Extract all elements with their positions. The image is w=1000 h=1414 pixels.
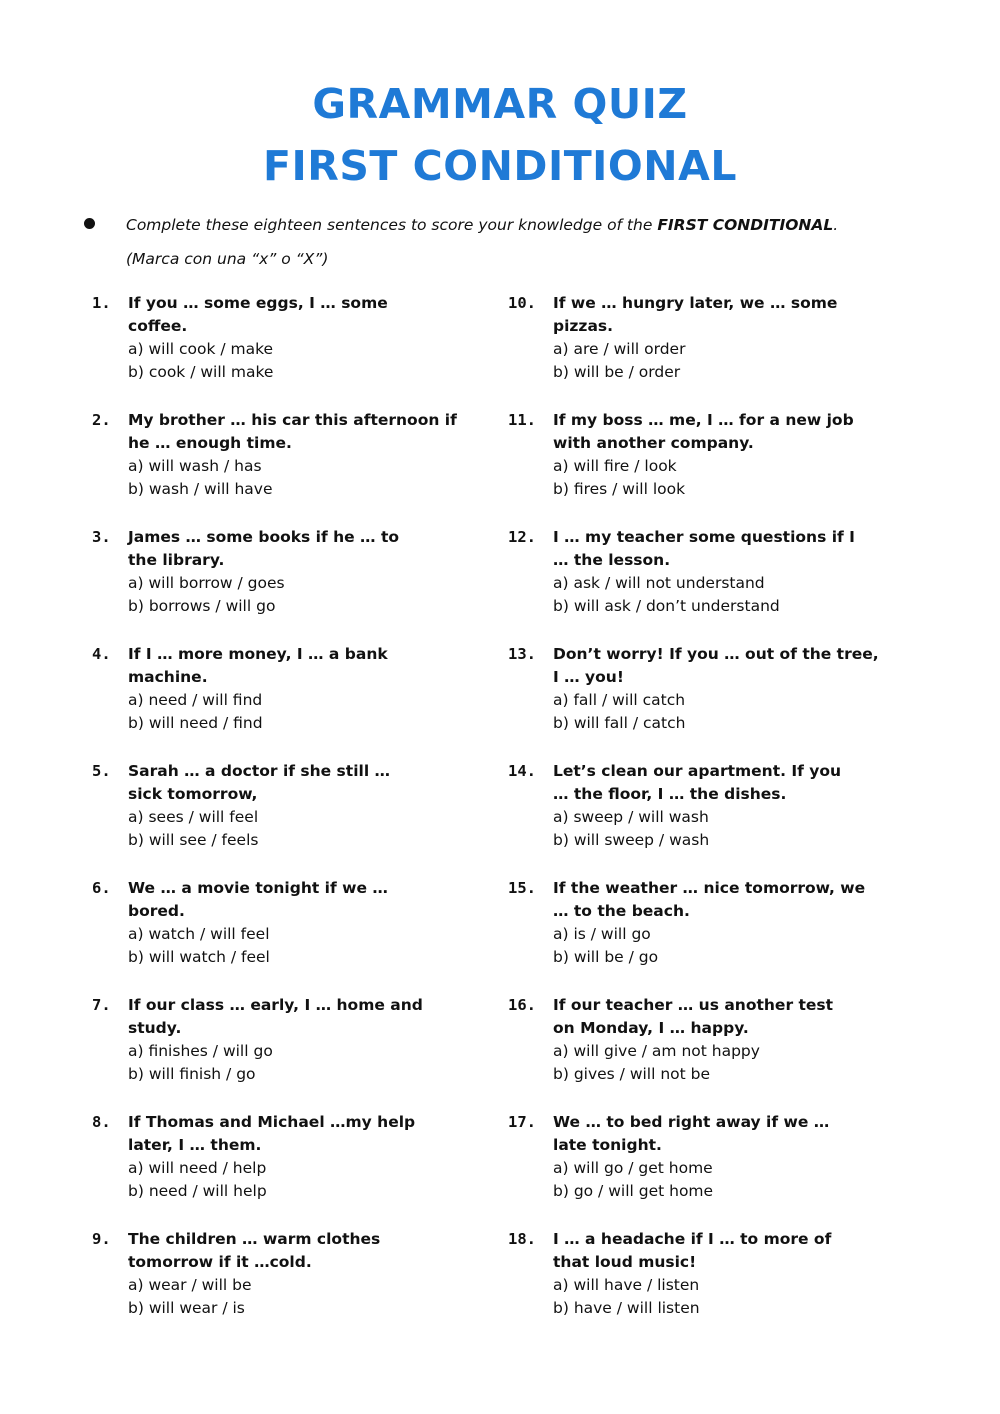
question-number: 12. [508,528,536,546]
question-item [92,994,512,1111]
question-body [553,877,928,968]
option-b[interactable]: b) go / will get home [553,1181,714,1200]
question-text: I … my teacher some questions if I … the lesson. [553,528,855,569]
instructions-note: (Marca con una “x” o “X”) [126,250,329,268]
question-text: If you … some eggs, I … some coffee. [128,294,388,335]
option-b[interactable]: b) will need / find [128,713,263,732]
question-body [553,526,928,617]
question-text: If our teacher … us another test on Monday, I … happy. [553,996,834,1037]
question-body [128,643,503,734]
question-text: We … a movie tonight if we … bored. [128,879,388,920]
option-b[interactable]: b) have / will listen [553,1298,700,1317]
question-body [128,292,503,383]
question-body [553,409,928,500]
title-line-1: GRAMMAR QUIZ [312,80,688,128]
question-number: 9. [92,1230,111,1248]
question-body [553,292,928,383]
bullet-icon [84,218,95,229]
question-body [553,760,928,851]
option-b[interactable]: b) will wear / is [128,1298,245,1317]
question-body [128,994,503,1085]
question-item [508,760,928,877]
question-item [508,877,928,994]
option-a[interactable]: a) will wash / has [128,457,262,475]
question-text: If I … more money, I … a bank machine. [128,645,388,686]
question-item [508,1111,928,1228]
question-item [92,526,512,643]
option-a[interactable]: a) need / will find [128,691,263,709]
question-body [553,1111,928,1202]
option-a[interactable]: a) watch / will feel [128,925,270,943]
option-a[interactable]: a) wear / will be [128,1276,252,1294]
option-a[interactable]: a) will cook / make [128,340,274,358]
question-item [92,292,512,409]
option-b[interactable]: b) will see / feels [128,830,259,849]
question-text: The children … warm clothes tomorrow if it …cold. [128,1230,381,1271]
question-number: 15. [508,879,536,897]
question-text: Don’t worry! If you … out of the tree, I … you! [553,645,879,686]
questions-right-column [508,292,928,1345]
option-b[interactable]: b) will be / go [553,947,659,966]
option-b[interactable]: b) borrows / will go [128,596,276,615]
option-b[interactable]: b) will finish / go [128,1064,256,1083]
option-a[interactable]: a) fall / will catch [553,691,686,709]
questions-left-column [92,292,512,1345]
question-number: 17. [508,1113,536,1131]
question-item [508,1228,928,1345]
question-item [92,1228,512,1345]
question-number: 3. [92,528,111,546]
question-body [553,994,928,1085]
question-text: My brother … his car this afternoon if he … enough time. [128,411,457,452]
option-a[interactable]: a) are / will order [553,340,686,358]
question-body [128,1111,503,1202]
option-a[interactable]: a) will fire / look [553,457,677,475]
question-item [508,292,928,409]
option-b[interactable]: b) gives / will not be [553,1064,711,1083]
option-a[interactable]: a) is / will go [553,925,651,943]
question-body [553,1228,928,1319]
question-item [92,409,512,526]
instructions-post: . [833,216,839,234]
question-number: 14. [508,762,536,780]
title-line-2: FIRST CONDITIONAL [263,142,737,190]
question-item [508,526,928,643]
question-number: 10. [508,294,536,312]
question-body [128,760,503,851]
option-b[interactable]: b) will be / order [553,362,681,381]
option-a[interactable]: a) will need / help [128,1159,267,1177]
question-number: 7. [92,996,111,1014]
option-b[interactable]: b) will fall / catch [553,713,686,732]
question-text: I … a headache if I … to more of that loud music! [553,1230,832,1271]
question-text: If our class … early, I … home and study. [128,996,423,1037]
question-text: If the weather … nice tomorrow, we … to the beach. [553,879,866,920]
question-text: James … some books if he … to the library. [128,528,400,569]
question-text: If my boss … me, I … for a new job with another company. [553,411,854,452]
question-number: 8. [92,1113,111,1131]
question-number: 18. [508,1230,536,1248]
question-item [508,994,928,1111]
question-item [92,643,512,760]
option-a[interactable]: a) ask / will not understand [553,574,765,592]
option-a[interactable]: a) will borrow / goes [128,574,285,592]
instructions-emphasis: FIRST CONDITIONAL [657,216,834,234]
question-number: 16. [508,996,536,1014]
option-b[interactable]: b) will sweep / wash [553,830,710,849]
option-b[interactable]: b) will ask / don’t understand [553,596,780,615]
question-item [92,877,512,994]
question-text: If Thomas and Michael …my help later, I … them. [128,1113,416,1154]
question-number: 5. [92,762,111,780]
option-b[interactable]: b) wash / will have [128,479,273,498]
question-number: 2. [92,411,111,429]
instructions-pre: Complete these eighteen sentences to score your knowledge of the [126,216,658,234]
question-body [128,409,503,500]
instructions-text [126,216,838,234]
option-a[interactable]: a) sees / will feel [128,808,259,826]
question-text: Let’s clean our apartment. If you … the floor, I … the dishes. [553,762,842,803]
option-b[interactable]: b) will watch / feel [128,947,270,966]
question-item [92,1111,512,1228]
question-body [553,643,928,734]
question-body [128,1228,503,1319]
question-text: Sarah … a doctor if she still … sick tomorrow, [128,762,391,803]
option-b[interactable]: b) fires / will look [553,479,686,498]
option-a[interactable]: a) will give / am not happy [553,1042,760,1060]
option-a[interactable]: a) sweep / will wash [553,808,709,826]
question-number: 6. [92,879,111,897]
question-item [508,409,928,526]
question-text: If we … hungry later, we … some pizzas. [553,294,838,335]
option-b[interactable]: b) need / will help [128,1181,267,1200]
option-a[interactable]: a) will go / get home [553,1159,713,1177]
question-number: 13. [508,645,536,663]
question-number: 1. [92,294,111,312]
question-number: 11. [508,411,536,429]
option-b[interactable]: b) cook / will make [128,362,274,381]
question-number: 4. [92,645,111,663]
question-item [508,643,928,760]
question-body [128,877,503,968]
question-text: We … to bed right away if we … late tonight. [553,1113,830,1154]
question-item [92,760,512,877]
option-a[interactable]: a) will have / listen [553,1276,700,1294]
option-a[interactable]: a) finishes / will go [128,1042,273,1060]
question-body [128,526,503,617]
